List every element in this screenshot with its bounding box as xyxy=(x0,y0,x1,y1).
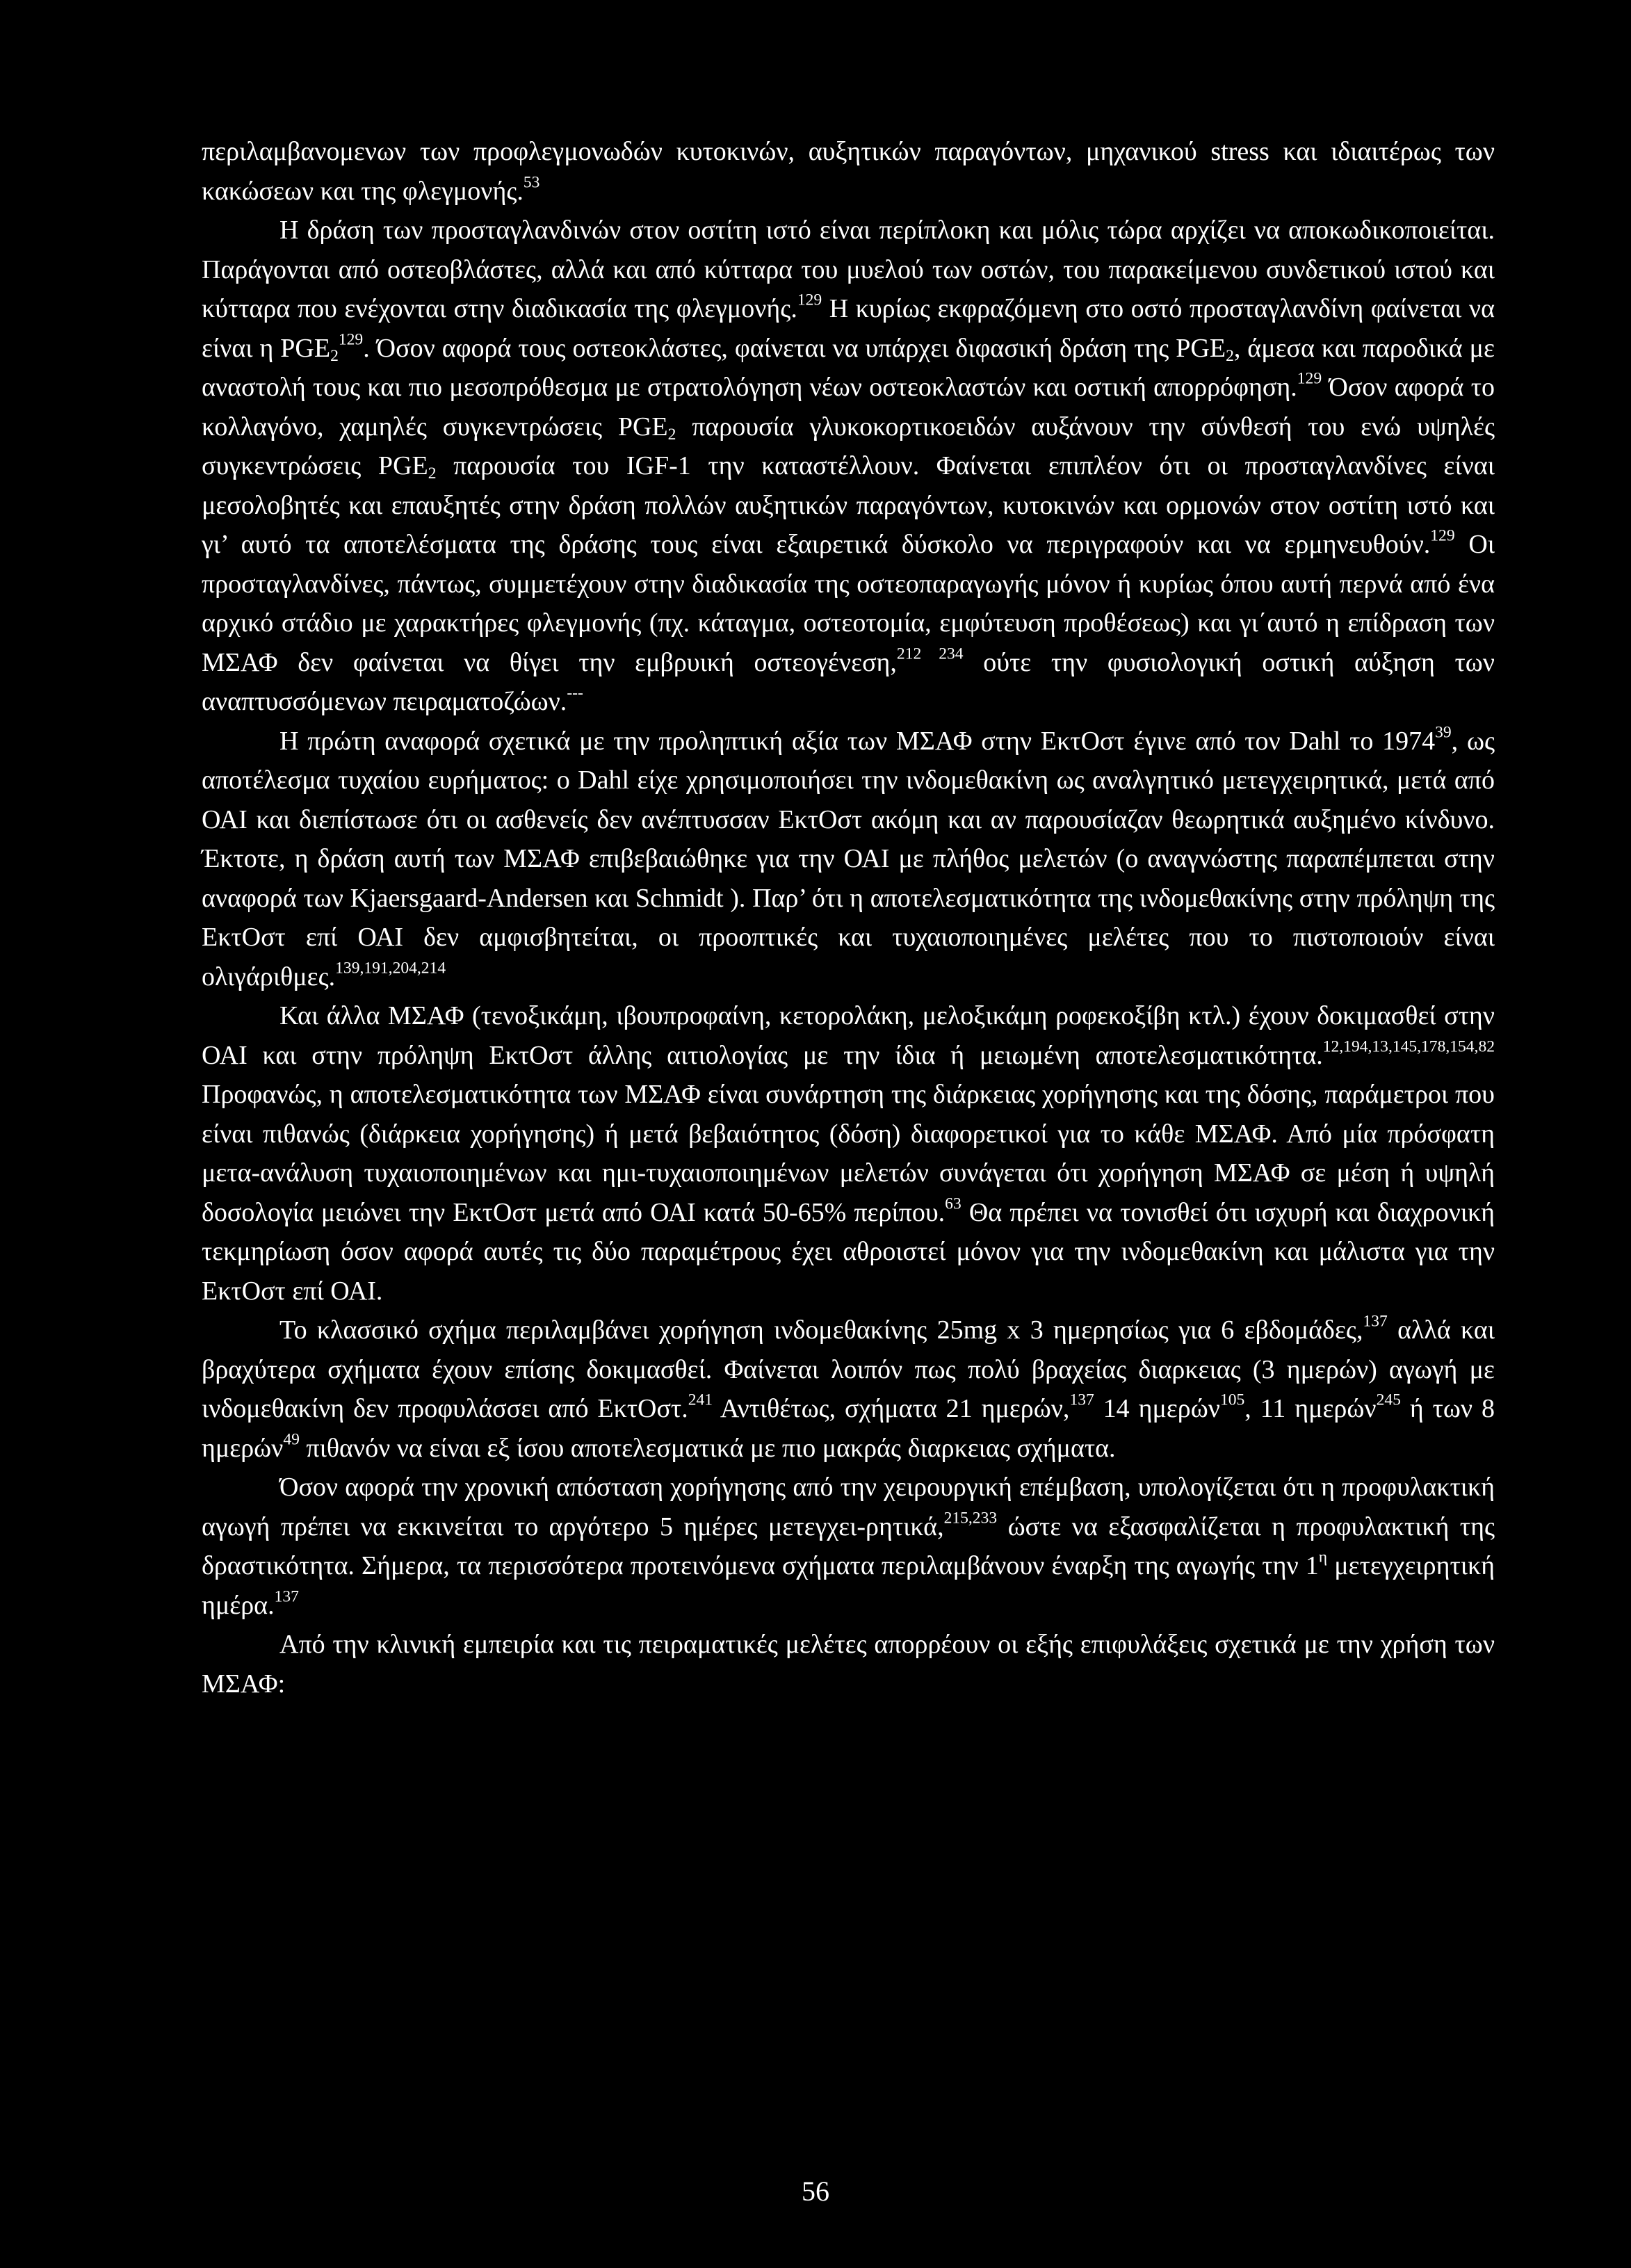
paragraph xyxy=(202,996,1495,1311)
citation-superscript: 129 xyxy=(1297,369,1322,388)
paragraph xyxy=(202,722,1495,997)
text-run: περιλαμβανομενων των προφλεγμονωδών κυτοκινών, αυξητικών παραγόντων, μηχανικού stress και ιδιαιτέρως των κακώσεων και της φλεγμονής. xyxy=(202,137,1495,206)
citation-superscript: η xyxy=(1318,1548,1328,1566)
citation-superscript: 137 xyxy=(1363,1312,1388,1331)
citation-superscript: --- xyxy=(567,683,583,702)
text-run: μετεγχειρητική ημέρα. xyxy=(202,1551,1495,1620)
paragraph xyxy=(202,1625,1495,1703)
citation-superscript: 49 xyxy=(283,1429,300,1448)
text-run: Η κυρίως εκφραζόμενη στο οστό προσταγλανδίνη φαίνεται να είναι η PGE xyxy=(202,294,1495,363)
subscript: 2 xyxy=(428,464,437,483)
citation-superscript: 137 xyxy=(1069,1391,1094,1409)
citation-superscript: 241 xyxy=(688,1391,713,1409)
text-run: ή των 8 ημερών xyxy=(202,1394,1495,1463)
paragraph xyxy=(202,211,1495,722)
citation-superscript: 245 xyxy=(1376,1391,1401,1409)
text-run: 14 ημερών xyxy=(1094,1394,1220,1423)
text-run: ούτε την φυσιολογική οστική αύξηση των αναπτυσσόμενων πειραματοζώων. xyxy=(202,647,1495,716)
text-run: παρουσία γλυκοκορτικοειδών αυξάνουν την σύνθεσή του ενώ υψηλές συγκεντρώσεις PGE xyxy=(202,412,1495,480)
text-run: ώστε να εξασφαλίζεται η προφυλακτική της δραστικότητα. Σήμερα, τα περισσότερα προτεινόμενα σχήματα περιλαμβάνουν έναρξη της αγωγής την 1 xyxy=(202,1512,1495,1580)
subscript: 2 xyxy=(667,425,676,444)
text-run: Και άλλα ΜΣΑΦ (τενοξικάμη, ιβουπροφαίνη, κετορολάκη, μελοξικάμη ροφεκοξίβη κτλ.) έχουν δοκιμασθεί στην ΟΑΙ και στην πρόληψη ΕκτΟστ άλλης αιτιολογίας με την ίδια ή μειωμένη αποτελεσματικότητα. xyxy=(202,1001,1495,1070)
text-run: Η πρώτη αναφορά σχετικά με την προληπτική αξία των ΜΣΑΦ στην ΕκτΟστ έγινε από τον Dahl το 1974 xyxy=(279,726,1436,756)
text-run: . Όσον αφορά τους οστεοκλάστες, φαίνεται να υπάρχει διφασική δράση της PGE xyxy=(363,333,1226,363)
paragraph xyxy=(202,1468,1495,1625)
citation-superscript: 39 xyxy=(1435,722,1452,741)
text-run: , 11 ημερών xyxy=(1244,1394,1377,1423)
paragraph xyxy=(202,1311,1495,1468)
citation-superscript: 215,233 xyxy=(943,1508,998,1527)
citation-superscript: 53 xyxy=(523,172,540,191)
text-run: , ως αποτέλεσμα τυχαίου ευρήματος: ο Dahl είχε χρησιμοποιήσει την ινδομεθακίνη ως αναλγητικό μετεγχειρητικά, μετά από ΟΑΙ και διεπίστωσε ότι οι ασθενείς δεν ανέπτυσσαν ΕκτΟστ ακόμη και αν παρουσίαζαν θεωρητικά αυξημένο κίνδυνο. Έκτοτε, η δράση αυτή των ΜΣΑΦ επιβεβαιώθηκε για την ΟΑΙ με πλήθος μελετών (ο αναγνώστης παραπέμπεται στην αναφορά των Kjaersgaard-Andersen και Schmidt ). Παρ’ ότι η αποτελεσματικότητα της ινδομεθακίνης στην πρόληψη της ΕκτΟστ επί ΟΑΙ δεν αμφισβητείται, οι προοπτικές και τυχαιοποιημένες μελέτες που το πιστοποιούν είναι ολιγάριθμες. xyxy=(202,726,1495,991)
subscript: 2 xyxy=(1226,346,1234,365)
text-run: Το κλασσικό σχήμα περιλαμβάνει χορήγηση ινδομεθακίνης 25mg x 3 ημερησίως για 6 εβδομάδες, xyxy=(279,1315,1363,1345)
text-run: Από την κλινική εμπειρία και τις πειραματικές μελέτες απορρέουν οι εξής επιφυλάξεις σχετικά με την χρήση των ΜΣΑΦ: xyxy=(202,1630,1495,1699)
subscript: 2 xyxy=(330,346,339,365)
citation-superscript: 212 234 xyxy=(896,644,964,663)
citation-superscript: 139,191,204,214 xyxy=(335,958,446,977)
citation-superscript: 12,194,13,145,178,154,82 xyxy=(1322,1037,1495,1055)
text-run: Προφανώς, η αποτελεσματικότητα των ΜΣΑΦ είναι συνάρτηση της διάρκειας χορήγησης και της δόσης, παράμετροι που είναι πιθανώς (διάρκεια χορήγησης) ή μετά βεβαιότητος (δόση) διαφορετικοί για το κάθε ΜΣΑΦ. Από μία πρόσφατη μετα-ανάλυση τυχαιοποιημένων και ημι-τυχαιοποιημένων μελετών συνάγεται ότι χορήγηση ΜΣΑΦ σε μέση ή υψηλή δοσολογία μειώνει την ΕκτΟστ μετά από ΟΑΙ κατά 50-65% περίπου. xyxy=(202,1080,1495,1227)
text-run: Η δράση των προσταγλανδινών στον οστίτη ιστό είναι περίπλοκη και μόλις τώρα αρχίζει να αποκωδικοποιείται. Παράγονται από οστεοβλάστες, αλλά και από κύτταρα του μυελού των οστών, του παρακείμενου συνδετικού ιστού και κύτταρα που ενέχονται στην διαδικασία της φλεγμονής. xyxy=(202,216,1495,323)
document-body xyxy=(202,132,1495,1703)
text-run: Όσον αφορά την χρονική απόσταση χορήγησης από την χειρουργική επέμβαση, υπολογίζεται ότι η προφυλακτική αγωγή πρέπει να εκκινείται το αργότερο 5 ημέρες μετεγχει-ρητικά, xyxy=(202,1473,1495,1541)
citation-superscript: 129 xyxy=(1430,526,1455,545)
citation-superscript: 129 xyxy=(797,291,822,309)
citation-superscript: 129 xyxy=(338,330,364,348)
paragraph xyxy=(202,132,1495,211)
text-run: , άμεσα και παροδικά με αναστολή τους και πιο μεσοπρόθεσμα με στρατολόγηση νέων οστεοκλαστών και οστική απορρόφηση. xyxy=(202,333,1495,402)
text-run: πιθανόν να είναι εξ ίσου αποτελεσματικά με πιο μακράς διαρκειας σχήματα. xyxy=(299,1433,1116,1463)
citation-superscript: 63 xyxy=(945,1194,961,1213)
page-number: 56 xyxy=(802,2176,829,2207)
text-run: Όσον αφορά το κολλαγόνο, χαμηλές συγκεντρώσεις PGE xyxy=(202,373,1495,442)
text-run: Θα πρέπει να τονισθεί ότι ισχυρή και διαχρονική τεκμηρίωση όσον αφορά αυτές τις δύο παραμέτρους έχει αθροιστεί μόνον για την ινδομεθακίνη και μάλιστα για την ΕκτΟστ επί ΟΑΙ. xyxy=(202,1197,1495,1306)
text-run: Οι προσταγλανδίνες, πάντως, συμμετέχουν στην διαδικασία της οστεοπαραγωγής μόνον ή κυρίως όπου αυτή περνά από ένα αρχικό στάδιο με χαρακτήρες φλεγμονής (πχ. κάταγμα, οστεοτομία, εμφύτευση προθέσεως) και γι΄αυτό η επίδραση των ΜΣΑΦ δεν φαίνεται να θίγει την εμβρυική οστεογένεση, xyxy=(202,530,1495,677)
text-run: αλλά και βραχύτερα σχήματα έχουν επίσης δοκιμασθεί. Φαίνεται λοιπόν πως πολύ βραχείας διαρκειας (3 ημερών) αγωγή με ινδομεθακίνη δεν προφυλάσσει από ΕκτΟστ. xyxy=(202,1315,1495,1423)
text-run: Αντιθέτως, σχήματα 21 ημερών, xyxy=(713,1394,1070,1423)
citation-superscript: 105 xyxy=(1219,1391,1245,1409)
text-run: παρουσία του IGF-1 την καταστέλλουν. Φαίνεται επιπλέον ότι οι προσταγλανδίνες είναι μεσολοβητές και επαυξητές στην δράση πολλών αυξητικών παραγόντων, κυτοκινών και ορμονών στον οστίτη ιστό και γι’ αυτό τα αποτελέσματα της δράσης τους είναι εξαιρετικά δύσκολο να περιγραφούν και να ερμηνευθούν. xyxy=(202,451,1495,559)
citation-superscript: 137 xyxy=(274,1587,299,1605)
